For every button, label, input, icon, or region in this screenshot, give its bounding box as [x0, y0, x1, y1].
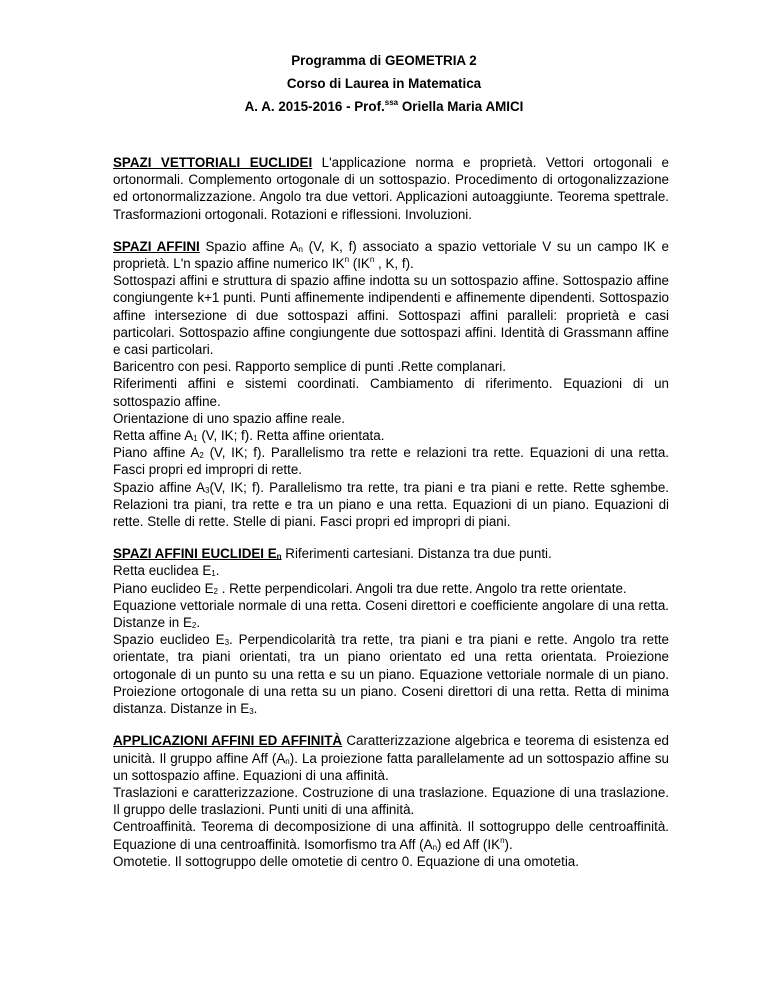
section-paragraph: Retta euclidea $E_1$.: [113, 563, 220, 579]
section-paragraph: Retta affine $A_1$ (V, IK; f). Retta affine orientata.: [113, 428, 385, 444]
section-spazi-affini: [113, 238, 669, 530]
section-paragraph: Riferimenti affini e sistemi coordinati. Cambiamento di riferimento. Equazioni di un sottospazio affine.: [113, 376, 669, 409]
section-paragraph: Traslazioni e caratterizzazione. Costruzione di una traslazione. Equazione di una traslazione. Il gruppo delle traslazioni. Punti uniti di una affinità.: [113, 784, 669, 818]
section-paragraph: Sottospazi affini e struttura di spazio affine indotta su un sottospazio affine. Sottospazio affine congiungente k+1 punti. Punti affinemente indipendenti e affinemente dipendenti. Sottospazio affine intersezione di due sottospazi affini. Sottospazi affini paralleli: proprietà e casi particolari. Sottospazio affine congiungente due sottospazi affini. Identità di Grassmann affine e casi particolari.: [113, 273, 669, 358]
section-paragraph: Centroaffinità. Teorema di decomposizione di una affinità. Il sottogruppo delle centroaffinità. Equazione di una centroaffinità. Isomorfismo tra Aff $(A_n)$ ed Aff $(IK^n)$.: [113, 819, 669, 852]
section-paragraph: Orientazione di uno spazio affine reale.: [113, 410, 346, 426]
section-paragraph: Equazione vettoriale normale di una retta. Coseni direttori e coefficiente angolare di una retta. Distanze in $E_2$.: [113, 597, 669, 631]
section-spazi-vettoriali-euclidei: [113, 154, 669, 223]
section-spazi-affini-euclidei: [113, 545, 669, 717]
section-paragraph: SPAZI VETTORIALI EUCLIDEI L'applicazione norma e proprietà. Vettori ortogonali e ortonormali. Complemento ortogonale di un sottospazio. Procedimento di ortogonalizzazione ed ortonormalizzazione. Angolo tra due vettori. Applicazioni autoaggiunte. Teorema spettrale. Trasformazioni ortogonali. Rotazioni e riflessioni. Involuzioni.: [113, 155, 670, 222]
section-paragraph: Piano euclideo $E_2$ . Rette perpendicolari. Angoli tra due rette. Angolo tra rette orientate.: [113, 580, 627, 596]
section-paragraph: Baricentro con pesi. Rapporto semplice di punti .Rette complanari.: [113, 359, 506, 375]
section-heading: APPLICAZIONI AFFINI ED AFFINITÀ: [113, 733, 343, 749]
document-header: [0, 49, 768, 118]
degree-title: Corso di Laurea in Matematica: [286, 76, 482, 91]
section-heading: SPAZI VETTORIALI EUCLIDEI: [113, 155, 313, 170]
course-title: Programma di GEOMETRIA 2: [291, 53, 477, 68]
section-paragraph: SPAZI AFFINI Spazio affine $A_n$ (V, K, f) associato a spazio vettoriale V su un campo IK e proprietà. L'n spazio affine numerico $IK^n$ ($IK^n$ , K, f).: [113, 238, 669, 272]
section-paragraph: Spazio affine $A_3(V$, IK; f). Parallelismo tra rette, tra piani e tra piani e rette. Rette sghembe. Relazioni tra piani, tra rette e tra un piano e una retta. Equazioni di un piano. Equazioni di rette. Stelle di rette. Stelle di piani. Fasci propri ed impropri di piani.: [113, 479, 669, 530]
section-paragraph: APPLICAZIONI AFFINI ED AFFINITÀ Caratterizzazione algebrica e teorema di esistenza ed unicità. Il gruppo affine Aff $(A_n)$. La proiezione fatta parallelamente ad un sottospazio affine su un sottospazio affine. Equazioni di una affinità.: [113, 733, 669, 783]
section-paragraph: Piano affine $A_2$ (V, IK; f). Parallelismo tra rette e relazioni tra rette. Equazioni di una retta. Fasci propri ed impropri di rette.: [113, 445, 669, 478]
section-applicazioni-affini: [113, 732, 669, 870]
section-heading: SPAZI AFFINI: [113, 238, 200, 254]
section-paragraph: Omotetie. Il sottogruppo delle omotetie di centro 0. Equazione di una omotetia.: [113, 853, 579, 869]
year-professor: A. A. 2015-2016 - Prof.$^{ssa}$ Oriella Maria AMICI: [244, 98, 524, 114]
section-paragraph: SPAZI AFFINI EUCLIDEI $E_n$ Riferimenti cartesiani. Distanza tra due punti.: [113, 546, 552, 562]
section-paragraph: Spazio euclideo $E_3$. Perpendicolarità tra rette, tra piani e tra piani e rette. Angolo tra rette orientate, tra piani orientati, tra un piano orientato ed una retta orientata. Proiezione ortogonale di un punto su una retta e su un piano. Equazione vettoriale normale di un piano. Proiezione ortogonale di una retta su un piano. Coseni direttori di una retta. Retta di minima distanza. Distanze in $E_3$.: [113, 632, 669, 717]
section-heading: SPAZI AFFINI EUCLIDEI $E_n$: [113, 546, 282, 562]
document-body: [113, 154, 669, 885]
